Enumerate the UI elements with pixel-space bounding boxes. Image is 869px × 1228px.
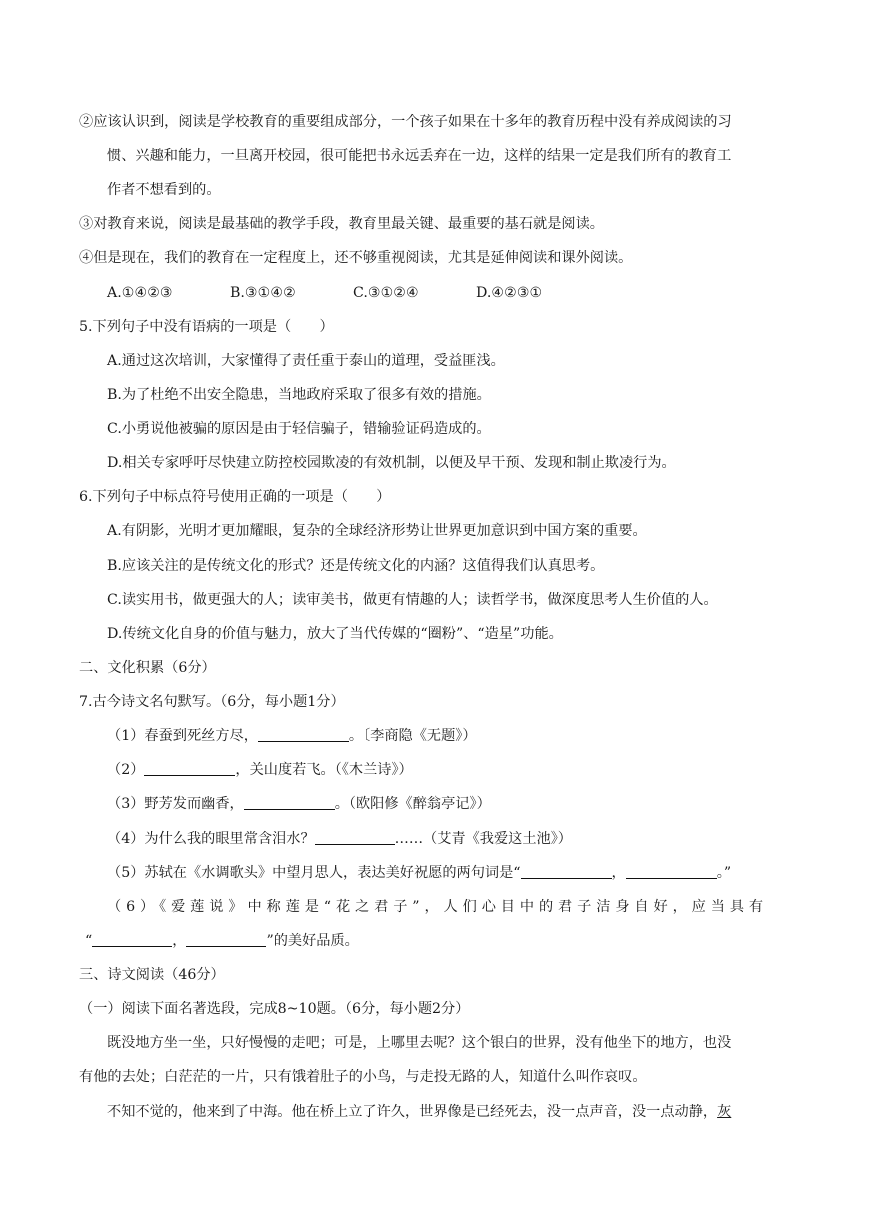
passage-p1-line1: 既没地方坐一坐，只好慢慢的走吧；可是，上哪里去呢？这个银白的世界，没有他坐下的地方，也没 — [107, 1035, 732, 1051]
underlined-text: 灰 — [717, 1104, 732, 1120]
q7-item-2: （2） ，关山度若飞。（《木兰诗》） — [107, 762, 413, 778]
passage-p1-line2: 有他的去处；白茫茫的一片，只有饿着肚子的小鸟，与走投无路的人，知道什么叫作哀叹。 — [79, 1069, 647, 1085]
q4-options — [107, 282, 542, 304]
q6-option-d: D.传统文化自身的价值与魅力，放大了当代传媒的“圈粉”、“造星”功能。 — [107, 626, 563, 642]
q6-option-b: B.应该关注的是传统文化的形式？还是传统文化的内涵？这值得我们认真思考。 — [107, 558, 605, 574]
order-item-2-line1: ②应该认识到，阅读是学校教育的重要组成部分，一个孩子如果在十多年的教育历程中没有养成阅读的习 — [79, 114, 732, 130]
order-item-2-line2: 惯、兴趣和能力，一旦离开校园，很可能把书永远丢弃在一边，这样的结果一定是我们所有的教育工 — [107, 148, 732, 164]
q5-option-b: B.为了杜绝不出安全隐患，当地政府采取了很多有效的措施。 — [107, 387, 491, 403]
q4-option-c: C.③①②④ — [353, 285, 419, 301]
answer-blank[interactable] — [186, 931, 266, 947]
q5-option-d: D.相关专家呼吁尽快建立防控校园欺凌的有效机制，以便及早干预、发现和制止欺凌行为。 — [107, 455, 676, 471]
answer-blank[interactable] — [92, 931, 172, 947]
q6-option-c: C.读实用书，做更强大的人；读审美书，做更有情趣的人；读哲学书，做深度思考人生价值的人。 — [107, 592, 718, 608]
q5-option-a: A.通过这次培训，大家懂得了责任重于泰山的道理，受益匪浅。 — [107, 353, 505, 369]
answer-blank[interactable] — [626, 863, 717, 879]
q7-item-5: （5）苏轼在《水调歌头》中望月思人，表达美好祝愿的两句词是“ ， 。” — [107, 865, 732, 881]
q7-stem: 7.古今诗文名句默写。（6分，每小题1分） — [79, 694, 345, 710]
answer-blank[interactable] — [258, 726, 349, 742]
q6-option-a: A.有阴影，光明才更加耀眼，复杂的全球经济形势让世界更加意识到中国方案的重要。 — [107, 523, 647, 539]
q4-option-d: D.④②③① — [476, 285, 543, 301]
q7-item-1: （1）春蚕到死丝方尽， 。〔李商隐《无题》） — [107, 728, 477, 744]
q7-item-4: （4）为什么我的眼里常含泪水？ ……（艾青《我爱这土池》） — [107, 831, 572, 847]
q5-stem: 5.下列句子中没有语病的一项是（ ） — [79, 319, 334, 335]
passage-p2-line1: 不知不觉的，他来到了中海。他在桥上立了许久，世界像是已经死去，没一点声音，没一点动静，灰 — [107, 1104, 732, 1120]
q7-item-3: （3）野芳发而幽香， 。（欧阳修《醉翁亭记》） — [107, 796, 491, 812]
section-3-heading: 三、诗文阅读（46分） — [79, 967, 225, 983]
answer-blank[interactable] — [244, 794, 335, 810]
answer-blank[interactable] — [521, 863, 612, 879]
order-item-2-line3: 作者不想看到的。 — [107, 182, 221, 198]
q6-stem: 6.下列句子中标点符号使用正确的一项是（ ） — [79, 489, 391, 505]
answer-blank[interactable] — [144, 760, 235, 776]
q5-option-c: C.小勇说他被骗的原因是由于轻信骗子，错输验证码造成的。 — [107, 421, 491, 437]
answer-blank[interactable] — [315, 829, 395, 845]
q7-item-6-line1: （6）《爱莲说》中称莲是“花之君子”，人们心目中的君子洁身自好，应当具有 — [107, 899, 769, 915]
order-item-4: ④但是现在，我们的教育在一定程度上，还不够重视阅读，尤其是延伸阅读和课外阅读。 — [79, 250, 633, 266]
section-2-heading: 二、文化积累（6分） — [79, 660, 216, 676]
subsection-1-heading: （一）阅读下面名著选段，完成8~10题。（6分，每小题2分） — [79, 1001, 470, 1017]
q7-item-6-line2: “ ， ”的美好品质。 — [85, 933, 359, 949]
q4-option-a: A.①④②③ — [107, 285, 173, 301]
q4-option-b: B.③①④② — [230, 285, 296, 301]
order-item-3: ③对教育来说，阅读是最基础的教学手段，教育里最关键、最重要的基石就是阅读。 — [79, 216, 604, 232]
